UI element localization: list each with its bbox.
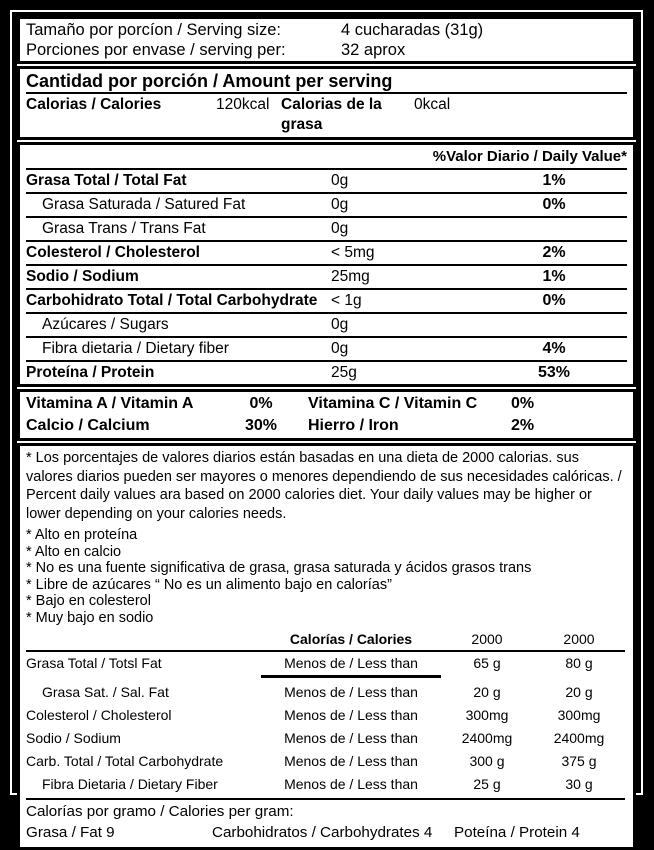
reference-row-cholesterol (26, 704, 625, 727)
reference-value-2000b: 20 g (533, 684, 625, 701)
claims-list (26, 527, 625, 626)
table-row-sodium (26, 264, 627, 288)
footnote-box (17, 443, 636, 850)
table-row-total-fat (26, 168, 627, 192)
reference-condition: Menos de / Less than (261, 730, 441, 747)
reference-condition: Menos de / Less than (261, 655, 441, 678)
nutrient-amount: < 5mg (331, 243, 481, 263)
serving-size-value: 4 cucharadas (31g) (341, 20, 627, 40)
nutrient-dv (481, 315, 627, 335)
nutrient-dv: 53% (481, 363, 627, 383)
fat-per-gram: Grasa / Fat 9 (26, 823, 212, 843)
reference-row-sodium (26, 727, 625, 750)
reference-value-2000b: 30 g (533, 776, 625, 793)
reference-2000-col-a: 2000 (441, 630, 533, 648)
reference-calories-header: Calorías / Calories (261, 630, 441, 648)
table-row-protein (26, 360, 627, 384)
calories-row (26, 94, 627, 136)
reference-value-2000b: 80 g (533, 655, 625, 678)
vitamin-a-value: 0% (226, 393, 296, 415)
nutrient-amount: 0g (331, 219, 481, 239)
nutrient-amount: 25g (331, 363, 481, 383)
table-row-trans-fat (26, 216, 627, 240)
reference-row-sat-fat (26, 681, 625, 704)
vitamin-a-label: Vitamina A / Vitamin A (26, 393, 226, 415)
serving-info-box (17, 16, 636, 64)
nutrient-dv: 0% (481, 291, 627, 311)
servings-per-container-row (26, 40, 627, 60)
daily-value-footnote: * Los porcentajes de valores diarios están basadas en una dieta de 2000 calorias. sus valores diarios pueden ser mayores o menores dependiendo de sus necesidades calóricas. / Percent daily values ara based on 2000 calories diet. Your daily values may be higher or lower depending on your calories needs. (26, 449, 625, 523)
reference-row-carbohydrate (26, 750, 625, 773)
iron-label: Hierro / Iron (296, 415, 511, 437)
claim-item: * Libre de azúcares “ No es un alimento bajo en calorías” (26, 577, 625, 594)
claim-item: * Alto en proteína (26, 527, 625, 544)
nutrient-amount: 0g (331, 195, 481, 215)
vitamin-row-calcium-iron (26, 415, 627, 437)
reference-label: Grasa Total / Totsl Fat (26, 655, 261, 678)
calories-label: Calorias / Calories (26, 95, 216, 135)
servings-per-container-label: Porciones por envase / serving per: (26, 40, 341, 60)
nutrient-label: Grasa Total / Total Fat (26, 171, 331, 191)
table-row-cholesterol (26, 240, 627, 264)
reference-value-2000a: 300mg (441, 707, 533, 724)
nutrient-label: Carbohidrato Total / Total Carbohydrate (26, 291, 331, 311)
nutrient-amount: 0g (331, 339, 481, 359)
nutrient-dv: 1% (481, 267, 627, 287)
reference-row-total-fat (26, 652, 625, 681)
nutrient-amount: 25mg (331, 267, 481, 287)
reference-label: Grasa Sat. / Sal. Fat (26, 684, 261, 701)
protein-per-gram: Poteína / Protein 4 (454, 823, 625, 843)
label-frame (10, 10, 643, 795)
vitamins-box (17, 389, 636, 441)
claim-item: * Muy bajo en sodio (26, 610, 625, 627)
calories-value: 120kcal (216, 95, 281, 135)
reference-row-dietary-fiber (26, 773, 625, 796)
nutrient-label: Fibra dietaria / Dietary fiber (26, 339, 331, 359)
nutrient-label: Sodio / Sodium (26, 267, 331, 287)
reference-condition: Menos de / Less than (261, 684, 441, 701)
reference-value-2000b: 2400mg (533, 730, 625, 747)
serving-size-label: Tamaño por porcíon / Serving size: (26, 20, 341, 40)
reference-value-2000a: 300 g (441, 753, 533, 770)
nutrient-label: Azúcares / Sugars (26, 315, 331, 335)
claim-item: * No es una fuente significativa de grasa, grasa saturada y ácidos grasos trans (26, 560, 625, 577)
nutrition-label (17, 16, 636, 789)
nutrient-label: Grasa Saturada / Satured Fat (26, 195, 331, 215)
calcium-label: Calcio / Calcium (26, 415, 226, 437)
reference-value-2000a: 25 g (441, 776, 533, 793)
nutrient-dv (481, 219, 627, 239)
iron-value: 2% (511, 415, 627, 437)
nutrient-dv: 0% (481, 195, 627, 215)
reference-value-2000a: 65 g (441, 655, 533, 678)
reference-label: Sodio / Sodium (26, 730, 261, 747)
reference-condition: Menos de / Less than (261, 707, 441, 724)
nutrient-label: Colesterol / Cholesterol (26, 243, 331, 263)
nutrient-amount: < 1g (331, 291, 481, 311)
vitamin-c-label: Vitamina C / Vitamin C (296, 393, 511, 415)
carbs-per-gram: Carbohidratos / Carbohydrates 4 (212, 823, 454, 843)
reference-condition: Menos de / Less than (261, 753, 441, 770)
reference-value-2000a: 20 g (441, 684, 533, 701)
claim-item: * Bajo en colesterol (26, 593, 625, 610)
calcium-value: 30% (226, 415, 296, 437)
reference-value-2000b: 300mg (533, 707, 625, 724)
nutrient-amount: 0g (331, 171, 481, 191)
reference-header-spacer (26, 630, 261, 648)
vitamin-row-a-c (26, 393, 627, 415)
reference-value-2000b: 375 g (533, 753, 625, 770)
table-row-carbohydrate (26, 288, 627, 312)
nutrient-table-box (17, 142, 636, 387)
nutrient-label: Proteína / Protein (26, 363, 331, 383)
amount-per-serving-header: Cantidad por porción / Amount per serving (26, 70, 627, 92)
nutrient-dv: 2% (481, 243, 627, 263)
table-row-sugars (26, 312, 627, 336)
daily-value-header: %Valor Diario / Daily Value* (26, 145, 627, 168)
servings-per-container-value: 32 aprox (341, 40, 627, 60)
nutrient-amount: 0g (331, 315, 481, 335)
reference-label: Carb. Total / Total Carbohydrate (26, 753, 261, 770)
claim-item: * Alto en calcio (26, 544, 625, 561)
vitamin-c-value: 0% (511, 393, 627, 415)
reference-label: Colesterol / Cholesterol (26, 707, 261, 724)
reference-label: Fibra Dietaria / Dietary Fiber (26, 776, 261, 793)
amount-per-serving-box (17, 66, 636, 140)
reference-2000-col-b: 2000 (533, 630, 625, 648)
serving-size-row (26, 20, 627, 40)
table-row-saturated-fat (26, 192, 627, 216)
fat-calories-label: Calorias de la grasa (281, 95, 414, 135)
nutrient-dv: 1% (481, 171, 627, 191)
table-row-dietary-fiber (26, 336, 627, 360)
reference-table-header (26, 630, 625, 650)
calories-per-gram-title: Calorías por gramo / Calories per gram: (26, 798, 625, 821)
nutrient-label: Grasa Trans / Trans Fat (26, 219, 331, 239)
fat-calories-value: 0kcal (414, 95, 627, 135)
calories-per-gram-row (26, 821, 625, 845)
reference-value-2000a: 2400mg (441, 730, 533, 747)
nutrient-dv: 4% (481, 339, 627, 359)
reference-condition: Menos de / Less than (261, 776, 441, 793)
